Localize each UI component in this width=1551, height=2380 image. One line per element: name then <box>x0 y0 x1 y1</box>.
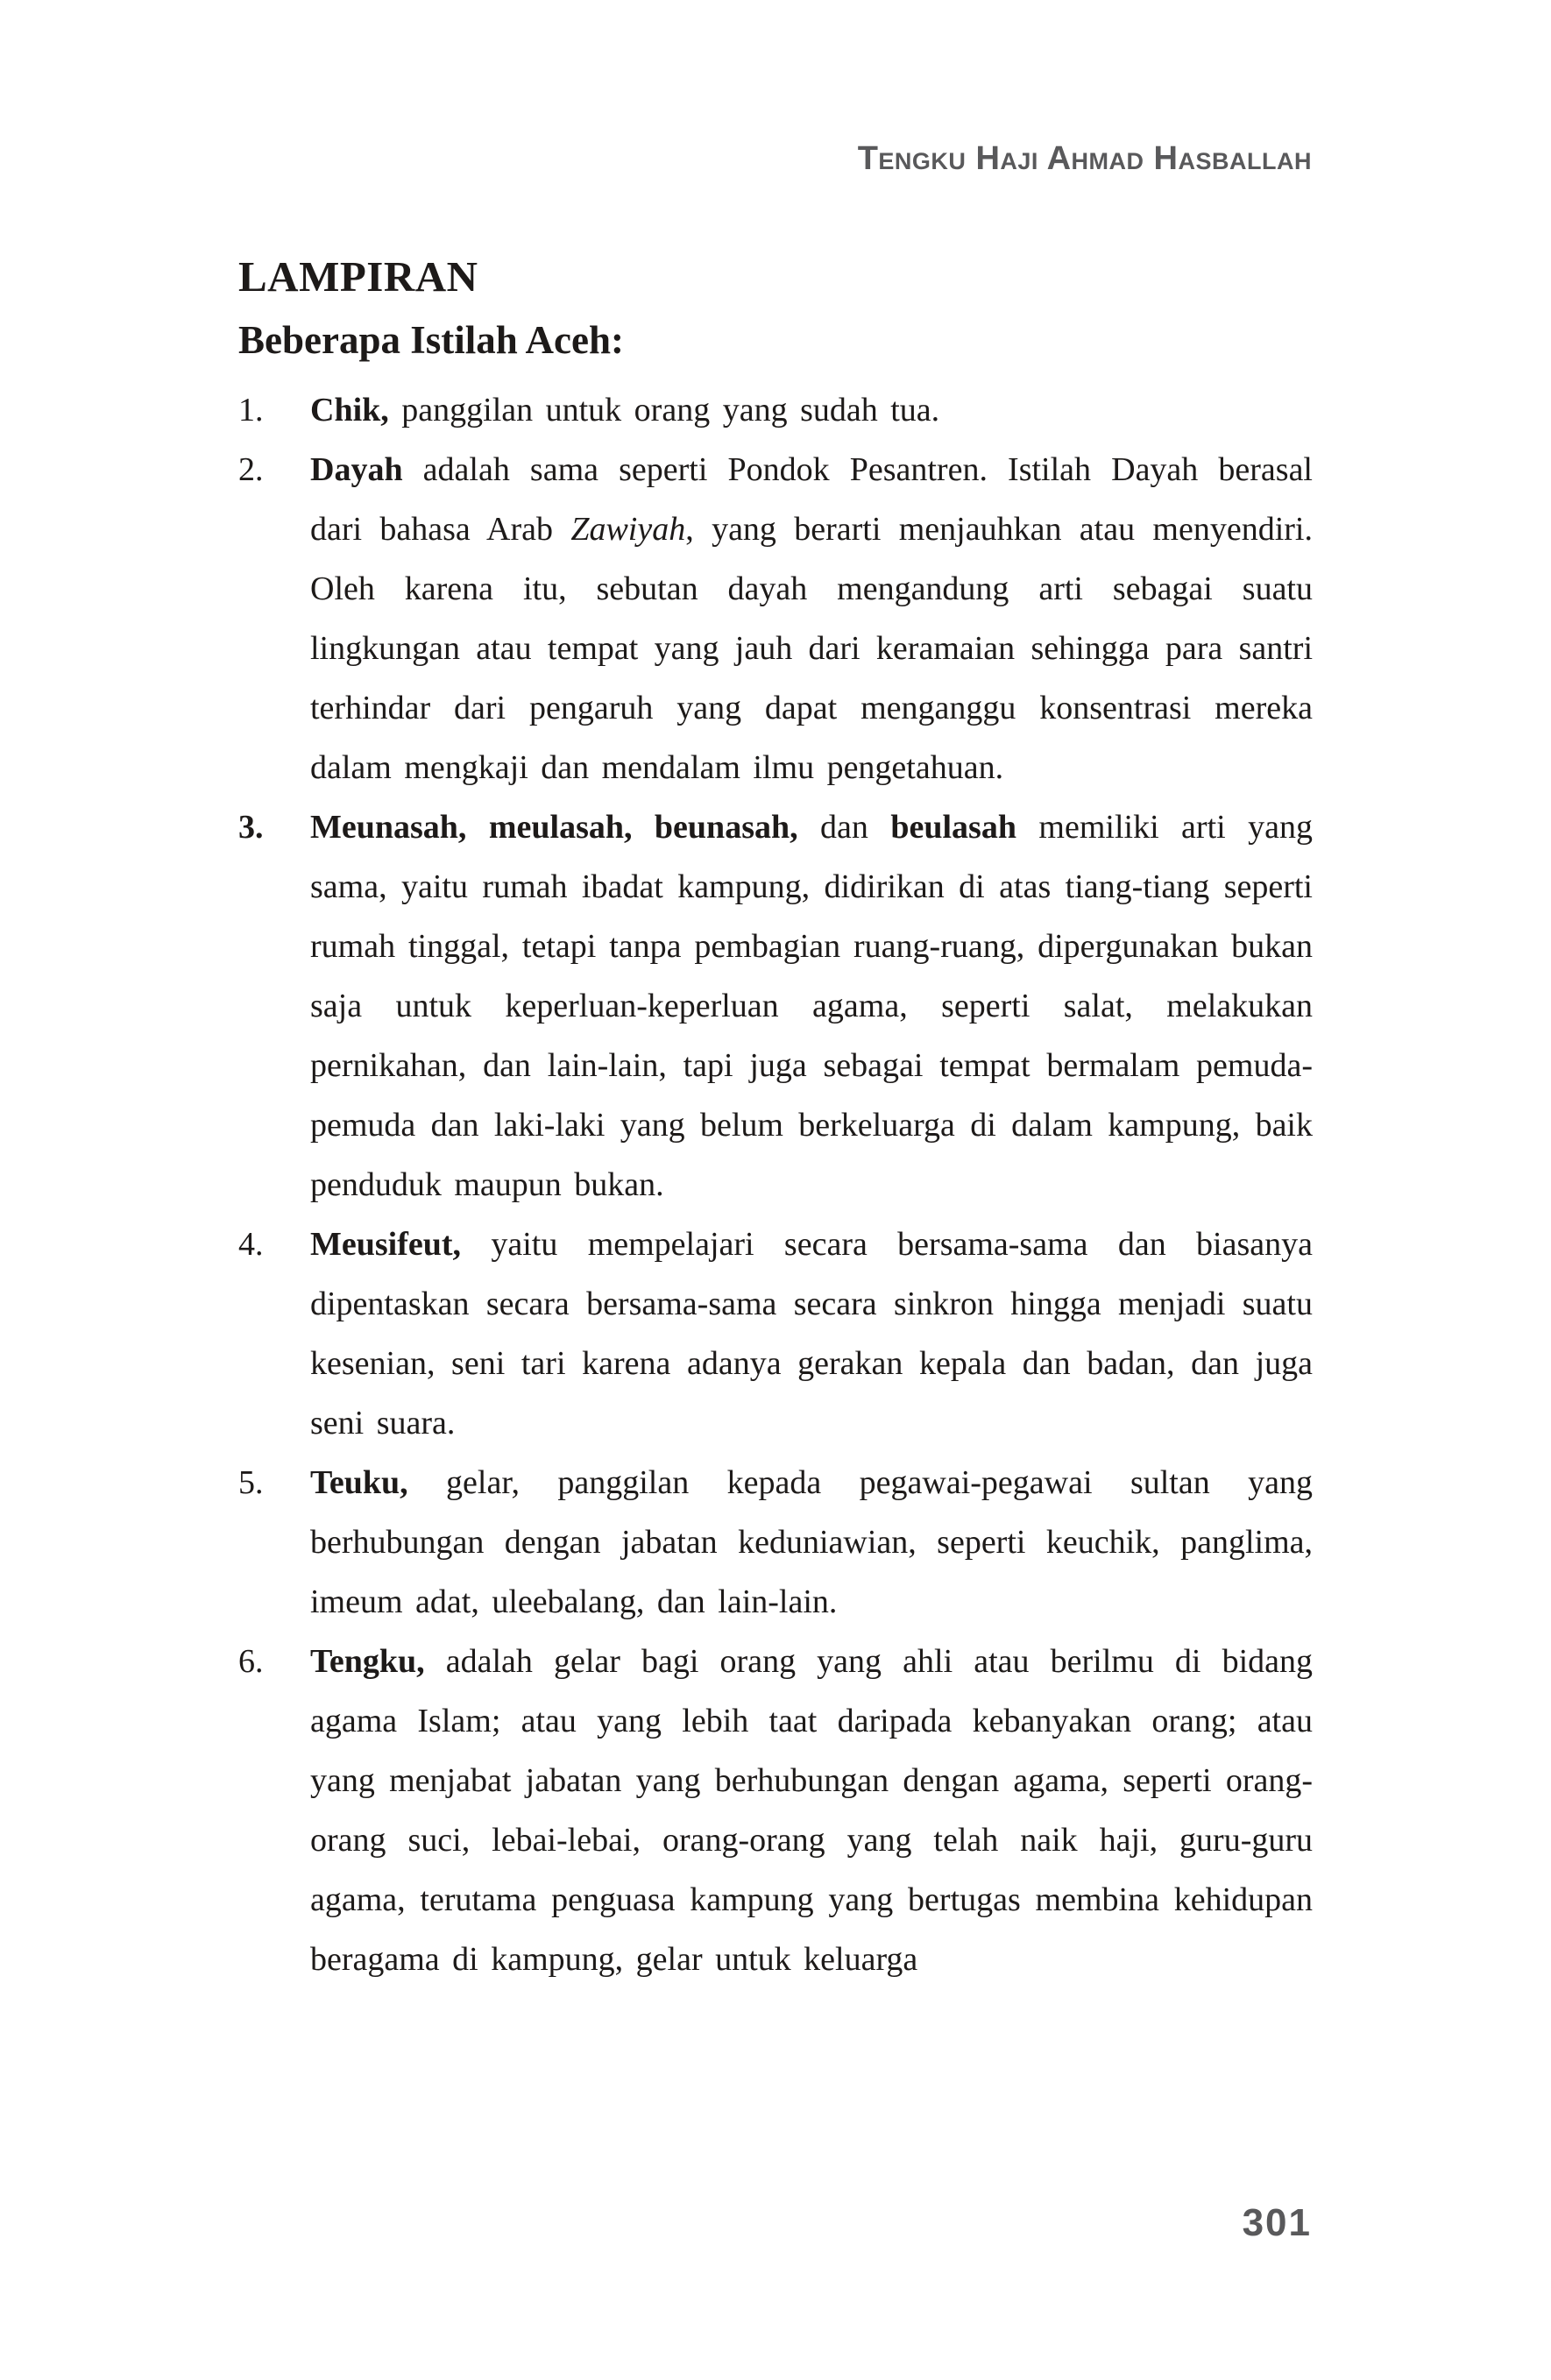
list-item <box>238 380 1313 440</box>
item-number: 6. <box>238 1643 264 1680</box>
item-number: 5. <box>238 1464 264 1501</box>
item-text <box>310 797 1313 1215</box>
body-text: dan <box>797 809 891 846</box>
appendix-content <box>238 245 1313 1989</box>
item-number: 4. <box>238 1226 264 1263</box>
body-text: memiliki arti yang sama, yaitu rumah ibadat kampung, didirikan di atas tiang-tiang seperti rumah tinggal, tetapi tanpa pembagian ruang-ruang, dipergunakan bukan saja untuk keperluan-keperluan agama, seperti salat, melakukan pernikahan, dan lain-lain, tapi juga sebagai tempat bermalam pemuda-pemuda dan laki-laki yang belum berkeluarga di dalam kampung, baik penduduk maupun bukan. <box>310 809 1313 1203</box>
list-item <box>238 1453 1313 1632</box>
list-item <box>238 797 1313 1215</box>
body-text: , yang berarti menjauhkan atau menyendiri. Oleh karena itu, sebutan dayah mengandung arti sebagai suatu lingkungan atau tempat yang jauh dari keramaian sehingga para santri terhindar dari pengaruh yang dapat menganggu konsentrasi mereka dalam mengkaji dan mendalam ilmu pengetahuan. <box>310 511 1313 786</box>
term-name: beulasah <box>890 809 1016 846</box>
foreign-term: Zawiyah <box>570 511 686 548</box>
term-name: Teuku, <box>310 1464 408 1501</box>
list-item <box>238 1215 1313 1453</box>
body-text: yaitu mempelajari secara bersama-sama dan biasanya dipentaskan secara bersama-sama secara sinkron hingga menjadi suatu kesenian, seni tari karena adanya gerakan kepala dan badan, dan juga seni suara. <box>310 1226 1313 1441</box>
list-item <box>238 1632 1313 1989</box>
item-text <box>310 380 1313 440</box>
item-number: 2. <box>238 451 264 488</box>
page-number: 301 <box>1242 2201 1312 2244</box>
body-text: adalah gelar bagi orang yang ahli atau berilmu di bidang agama Islam; atau yang lebih taat daripada kebanyakan orang; atau yang menjabat jabatan yang berhubungan dengan agama, seperti orang-orang suci, lebai-lebai, orang-orang yang telah naik haji, guru-guru agama, terutama penguasa kampung yang bertugas membina kehidupan beragama di kampung, gelar untuk keluarga <box>310 1643 1313 1978</box>
term-name: Meusifeut, <box>310 1226 462 1263</box>
appendix-title: LAMPIRAN <box>238 252 478 301</box>
running-header: Tengku Haji Ahmad Hasballah <box>857 140 1312 177</box>
body-text: adalah sama seperti Pondok Pesantren. Istilah Dayah berasal dari bahasa Arab <box>310 451 1313 548</box>
list-item <box>238 440 1313 797</box>
term-name: Chik, <box>310 392 389 429</box>
term-name: Meunasah, meulasah, beunasah, <box>310 809 798 846</box>
appendix-subtitle: Beberapa Istilah Aceh: <box>238 318 625 362</box>
item-text <box>310 440 1313 797</box>
term-name: Tengku, <box>310 1643 425 1680</box>
terms-list <box>238 380 1313 1989</box>
item-text <box>310 1453 1313 1632</box>
term-name: Dayah <box>310 451 403 488</box>
item-number: 1. <box>238 392 264 429</box>
body-text: panggilan untuk orang yang sudah tua. <box>388 392 940 429</box>
item-text <box>310 1215 1313 1453</box>
item-text <box>310 1632 1313 1989</box>
body-text: gelar, panggilan kepada pegawai-pegawai sultan yang berhubungan dengan jabatan keduniawian, seperti keuchik, panglima, imeum adat, uleebalang, dan lain-lain. <box>310 1464 1313 1620</box>
item-number: 3. <box>238 809 264 846</box>
